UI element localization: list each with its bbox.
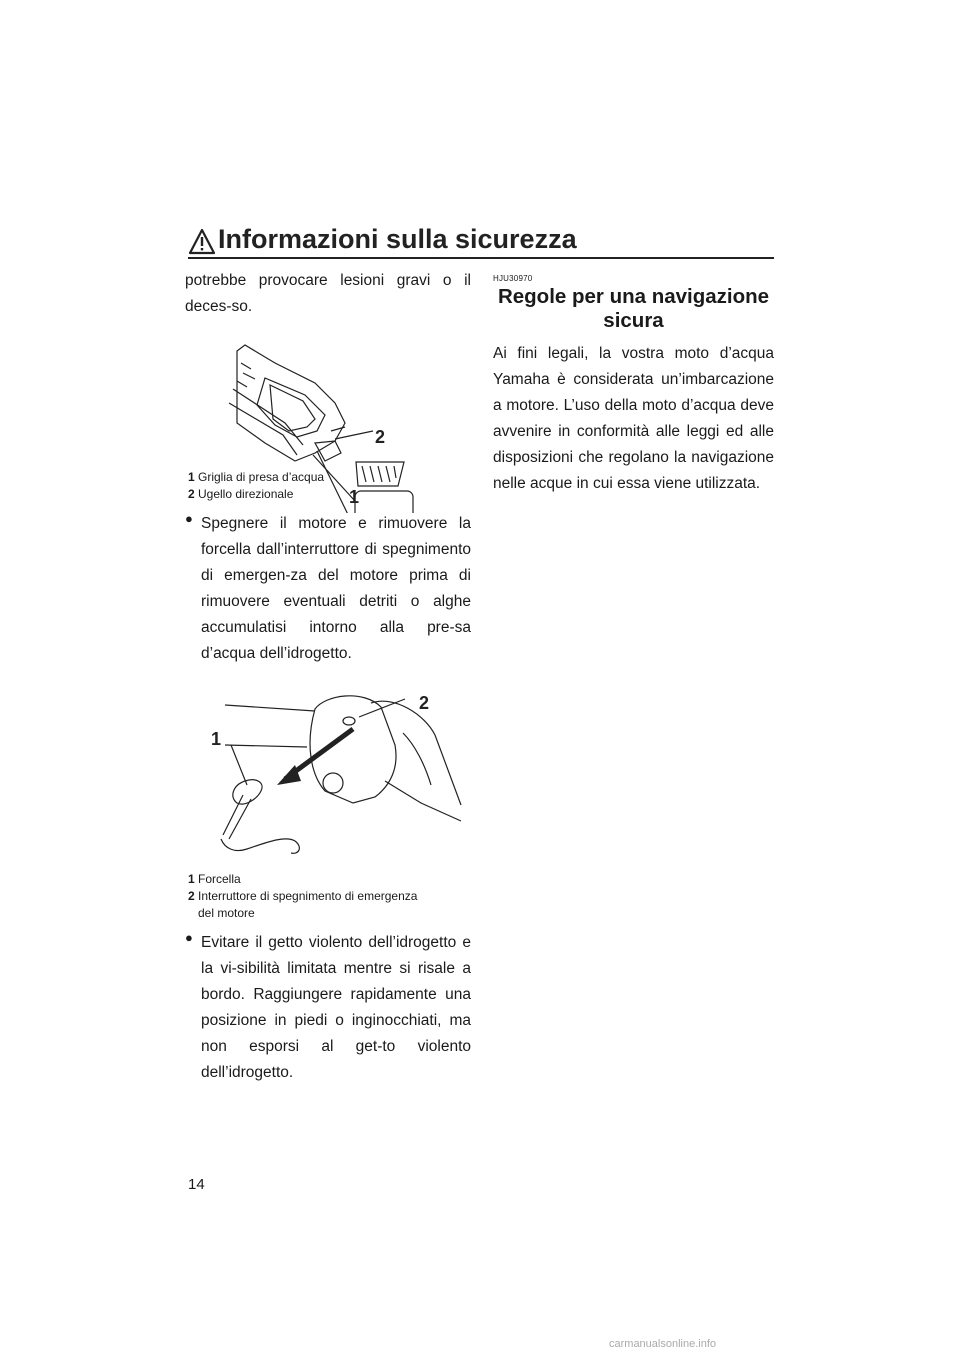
section-code: HJU30970 — [493, 274, 533, 283]
page-title: Informazioni sulla sicurezza — [218, 224, 577, 254]
section-body: Ai fini legali, la vostra moto d’acqua Yamaha è considerata un’imbarcazione a motore. L’uso della moto d’acqua deve avvenire in conformità alle leggi ed alle disposizioni che regolano la navigazione nelle acque in cui essa viene utilizzata. — [493, 345, 774, 492]
page-number: 14 — [188, 1176, 205, 1193]
bullet-text: Evitare il getto violento dell’idrogetto e la vi-sibilità limitata mentre si risale a bordo. Raggiungere rapidamente una posizione in piedi o inginocchiati, ma non esporsi al get-to violento dell’idrogetto. — [201, 934, 471, 1081]
page-header — [188, 226, 774, 260]
bullet-item-2 — [185, 930, 471, 1086]
figure2-captions — [188, 871, 471, 922]
callout-lines — [231, 699, 405, 785]
intake-grate-detail — [352, 456, 412, 496]
callout-2: 2 — [375, 427, 386, 447]
figure-emergency-switch — [185, 685, 471, 865]
caption-item: 2 Ugello direzionale — [188, 487, 294, 501]
section-heading: Regole per una navigazione sicura — [497, 285, 770, 332]
bullet-item-1 — [185, 511, 471, 667]
watermark: carmanualsonline.info — [609, 1338, 717, 1350]
right-column — [493, 274, 774, 497]
bullet-dot-icon: ● — [185, 930, 193, 945]
callout-2: 2 — [419, 693, 430, 713]
caption-item: 1 Griglia di presa d’acqua — [188, 470, 325, 484]
header-rule — [188, 257, 774, 259]
left-column — [185, 268, 471, 1086]
callout-1: 1 — [211, 729, 222, 749]
warning-triangle-icon — [188, 228, 216, 256]
bullet-text: Spegnere il motore e rimuovere la forcella dall’interruttore di spegnimento di emergen-za del motore prima di rimuovere eventuali detriti o alghe accumulatisi intorno alla pre-sa d’acqua dell’idrogetto. — [201, 515, 471, 662]
bullet-dot-icon: ● — [185, 511, 193, 526]
callout-1: 1 — [349, 487, 360, 507]
caption-item: 1 Forcella — [188, 872, 241, 886]
intro-paragraph: potrebbe provocare lesioni gravi o il deces-so. — [185, 272, 471, 315]
callout-line-2 — [335, 431, 373, 439]
figure1-captions — [188, 469, 471, 503]
caption-item: 2 Interruttore di spegnimento di emergenza del motore — [188, 889, 418, 920]
